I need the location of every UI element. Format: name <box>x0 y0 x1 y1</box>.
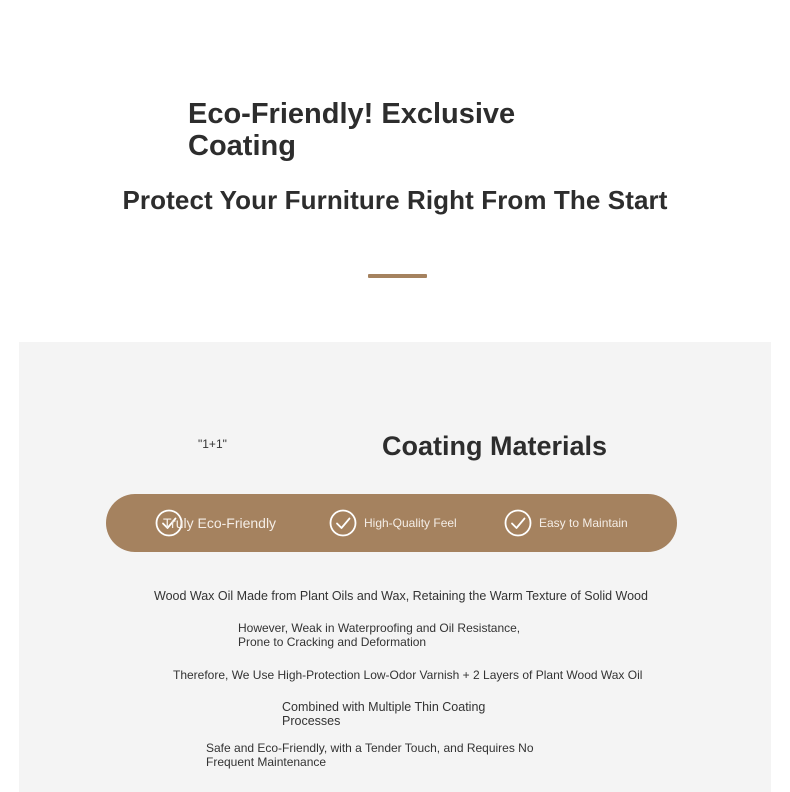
feature-bar <box>106 494 677 552</box>
description-line: Therefore, We Use High-Protection Low-Odor Varnish + 2 Layers of Plant Wood Wax Oil <box>173 668 643 682</box>
materials-title: Coating Materials <box>382 431 608 461</box>
feature-easy-maintain <box>504 494 628 552</box>
feature-eco-friendly <box>155 494 276 552</box>
description-line: Combined with Multiple Thin Coating Processes <box>282 700 486 728</box>
hero-subtitle: Protect Your Furniture Right From The Start <box>122 185 668 215</box>
description-line: Wood Wax Oil Made from Plant Oils and Wax, Retaining the Warm Texture of Solid Wood <box>154 589 648 603</box>
check-circle-icon <box>329 509 357 537</box>
description-line: Safe and Eco-Friendly, with a Tender Touch, and Requires No Frequent Maintenance <box>206 741 534 769</box>
materials-badge: "1+1" <box>198 437 227 451</box>
check-circle-icon <box>504 509 532 537</box>
feature-high-quality <box>329 494 457 552</box>
description-line: However, Weak in Waterproofing and Oil Resistance, Prone to Cracking and Deformation <box>238 621 521 649</box>
feature-label: Easy to Maintain <box>539 516 628 530</box>
hero-title: Eco-Friendly! Exclusive Coating <box>188 98 516 162</box>
accent-divider <box>368 274 427 278</box>
feature-label: High-Quality Feel <box>364 516 457 530</box>
feature-label: Truly Eco-Friendly <box>163 515 277 531</box>
